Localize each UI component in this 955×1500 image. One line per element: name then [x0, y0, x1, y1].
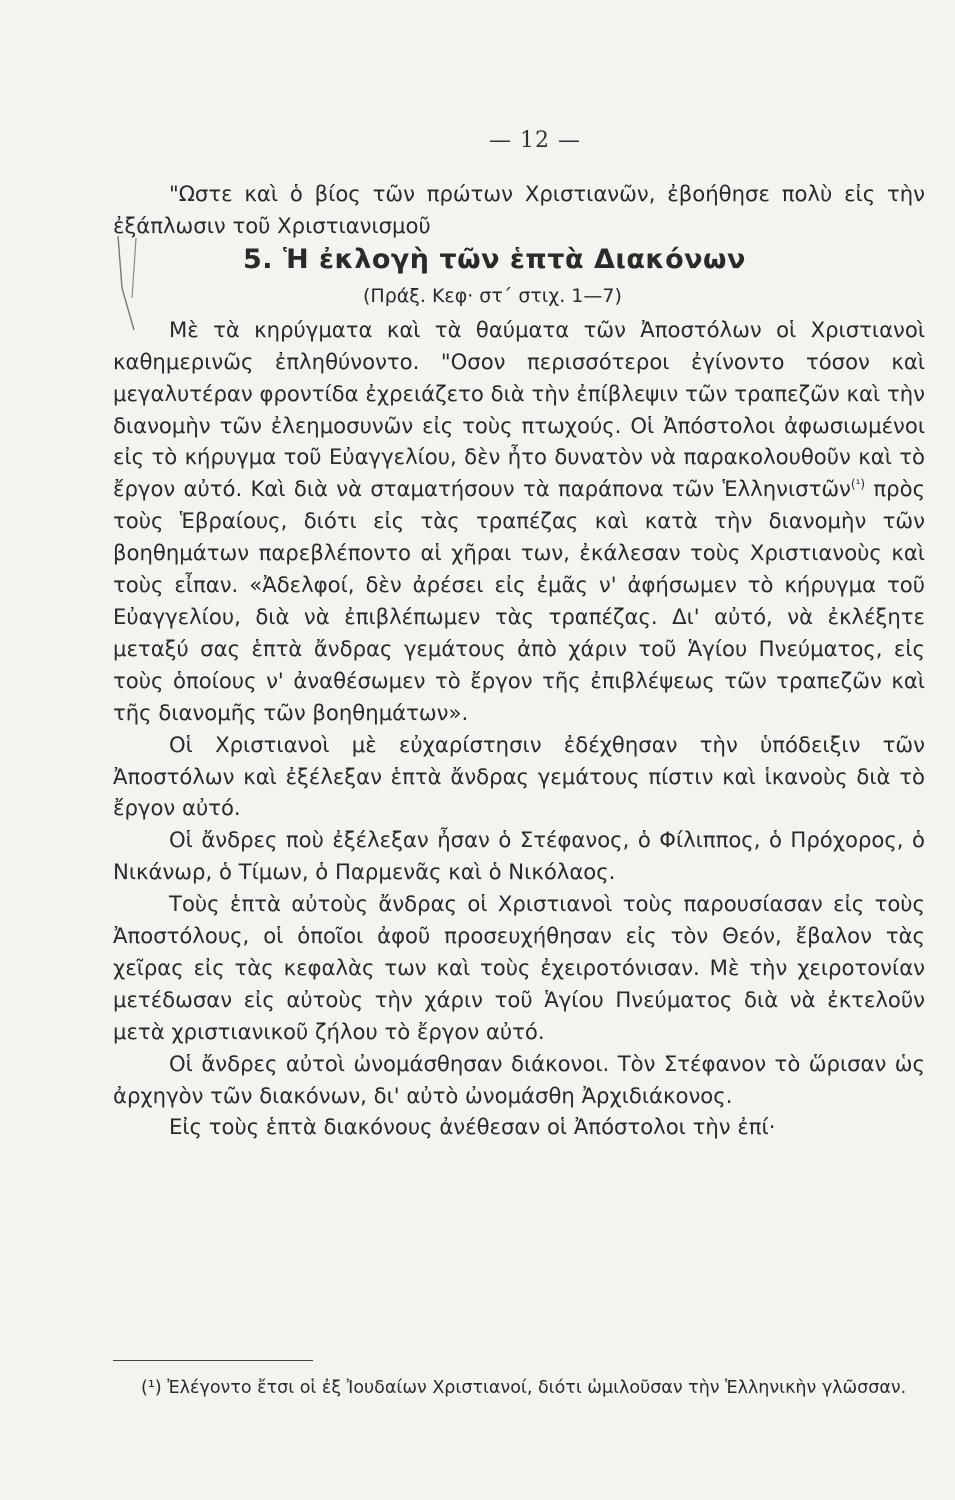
footnote-reference: (¹)	[850, 477, 866, 492]
paragraph-names: Οἱ ἄνδρες ποὺ ἐξέλεξαν ἦσαν ὁ Στέφανος, ὁ Φίλιππος, ὁ Πρόχορος, ὁ Νικάνωρ, ὁ Τίμων, ὁ Παρμενᾶς καὶ ὁ Νικόλαος.	[113, 827, 925, 885]
paragraph-deacons: Οἱ ἄνδρες αὐτοὶ ὠνομάσθησαν διάκονοι. Τὸν Στέφανον τὸ ὥρισαν ὡς ἀρχηγὸν τῶν διακόνων, δι' αὐτὸ ὠνομάσθη Ἀρχιδιάκονος.	[113, 1050, 925, 1108]
page-number: — 12 —	[489, 128, 581, 153]
section-reference: (Πράξ. Κεφ· στ΄ στιχ. 1—7)	[363, 284, 622, 307]
footnote-divider	[113, 1360, 313, 1361]
paragraph-ordination: Τοὺς ἑπτὰ αὐτοὺς ἄνδρας οἱ Χριστιανοὶ τοὺς παρουσίασαν εἰς τοὺς Ἀποστόλους, οἱ ὁποῖοι ἀφοῦ προσευχήθησαν εἰς τὸν Θεόν, ἔβαλον τὰς χεῖρας εἰς τὰς κεφαλὰς των καὶ τοὺς ἐχειροτόνισαν. Μὲ τὴν χειροτονίαν μετέδωσαν εἰς αὐτοὺς τὴν χάριν τοῦ Ἁγίου Πνεύματος διὰ νὰ ἐκτελοῦν μετὰ χριστιανικοῦ ζήλου τὸ ἔργον αὐτό.	[113, 891, 925, 1044]
main-paragraph-start: Μὲ τὰ κηρύγματα καὶ τὰ θαύματα τῶν Ἀποστόλων οἱ Χριστιανοὶ καθημερινῶς ἐπληθύνοντο. "Οσον περισσότεροι ἐγίνοντο τόσον καὶ μεγαλυτέραν φροντίδα ἐχρειάζετο διὰ τὴν ἐπίβλεψιν τῶν τραπεζῶν καὶ τὴν διανομὴν τῶν ἐλεημοσυνῶν εἰς τοὺς πτωχούς. Οἱ Ἀπόστολοι ἀφωσιωμένοι εἰς τὸ κήρυγμα τοῦ Εὐαγγελίου, δὲν ἦτο δυνατὸν νὰ παρακολουθοῦν καὶ τὸ ἔργον αὐτό. Καὶ διὰ νὰ σταματήσουν τὰ παράπονα τῶν Ἑλληνιστῶν	[113, 316, 925, 502]
footnote	[113, 1374, 925, 1402]
footnote-text: Ἐλέγοντο ἔτσι οἱ ἐξ Ἰουδαίων Χριστιανοί, διότι ὡμιλοῦσαν τὴν Ἑλληνικὴν γλῶσσαν.	[161, 1378, 907, 1398]
paragraph-duties: Εἰς τοὺς ἑπτὰ διακόνους ἀνέθεσαν οἱ Ἀπόστολοι τὴν ἐπί·	[169, 1114, 776, 1140]
main-text	[113, 178, 925, 1143]
footnote-marker: (¹)	[141, 1378, 162, 1398]
paragraph-acceptance: Οἱ Χριστιανοὶ μὲ εὐχαρίστησιν ἐδέχθησαν τὴν ὑπόδειξιν τῶν Ἀποστόλων καὶ ἐξέλεξαν ἑπτὰ ἄνδρας γεμάτους πίστιν καὶ ἱκανοὺς διὰ τὸ ἔργον αὐτό.	[113, 731, 925, 821]
footnote-paragraph	[113, 1374, 925, 1402]
intro-paragraph: "Ωστε καὶ ὁ βίος τῶν πρώτων Χριστιανῶν, ἐβοήθησε πολὺ εἰς τὴν ἐξάπλωσιν τοῦ Χριστιανισμοῦ	[113, 181, 925, 238]
main-paragraph-end: πρὸς τοὺς Ἑβραίους, διότι εἰς τὰς τραπέζας καὶ κατὰ τὴν διανομὴν τῶν βοηθημάτων παρεβλέποντο αἱ χῆραι των, ἐκάλεσαν τοὺς Χριστιανοὺς καὶ τοὺς εἶπαν. «Ἀδελφοί, δὲν ἀρέσει εἰς ἐμᾶς ν' ἀφήσωμεν τὸ κήρυγμα τοῦ Εὐαγγελίου, διὰ νὰ ἐπιβλέπωμεν τὰς τραπέζας. Δι' αὐτό, νὰ ἐκλέξητε μεταξύ σας ἑπτὰ ἄνδρας γεμάτους ἀπὸ χάριν τοῦ Ἁγίου Πνεύματος, εἰς τοὺς ὁποίους ν' ἀναθέσωμεν τὸ ἔργον τῆς ἐπιβλέψεως τῶν τραπεζῶν καὶ τῆς διανομῆς τῶν βοηθημάτων».	[113, 476, 926, 725]
main-paragraph	[113, 314, 925, 729]
section-heading: 5. Ἡ ἐκλογὴ τῶν ἑπτὰ Διακόνων	[243, 243, 746, 275]
